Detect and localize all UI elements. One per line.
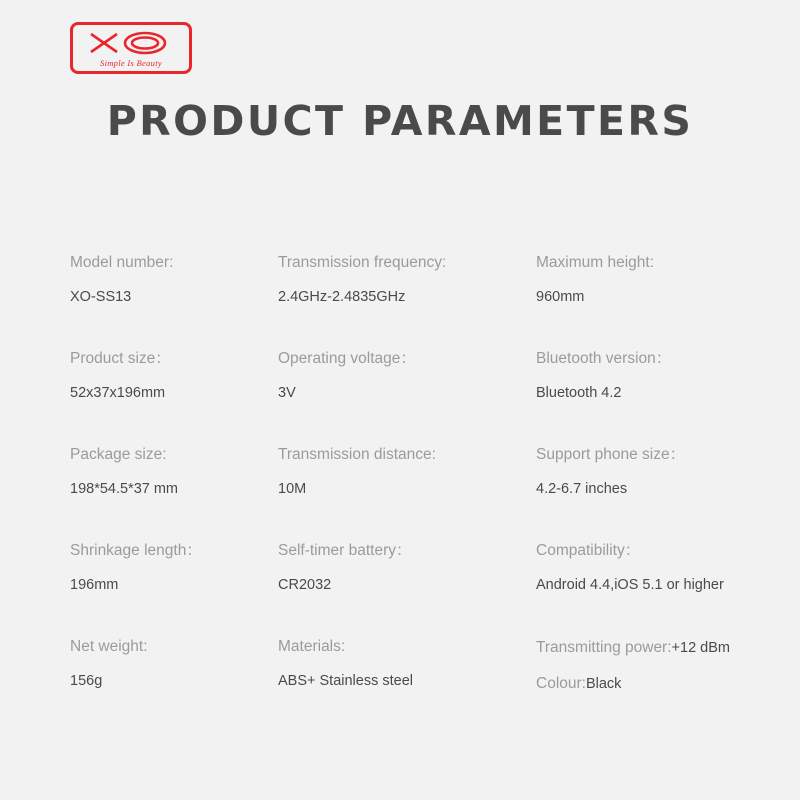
spec-value: 52x37x196mm xyxy=(70,384,166,401)
spec-value: Black xyxy=(585,676,622,692)
spec-item xyxy=(278,447,536,543)
spec-value: +12 dBm xyxy=(671,640,730,656)
spec-label: Transmission frequency: xyxy=(278,254,447,271)
spec-value: ABS+ Stainless steel xyxy=(278,672,414,689)
spec-item xyxy=(70,351,278,447)
spec-label: Self-timer battery： xyxy=(278,542,412,559)
spec-value: 198*54.5*37 mm xyxy=(70,480,179,497)
spec-label: Transmission distance: xyxy=(278,446,436,463)
spec-item xyxy=(70,447,278,543)
spec-item xyxy=(278,639,536,735)
brand-tagline: Simple Is Beauty xyxy=(100,57,162,68)
spec-label: Model number: xyxy=(70,254,174,271)
spec-label: Bluetooth version： xyxy=(536,350,672,367)
page-title: PRODUCT PARAMETERS xyxy=(106,97,694,145)
spec-item xyxy=(278,543,536,639)
spec-label: Maximum height: xyxy=(536,254,655,271)
spec-item xyxy=(278,255,536,351)
spec-label: Colour: xyxy=(536,675,586,692)
spec-value: 2.4GHz-2.4835GHz xyxy=(278,288,406,305)
spec-item xyxy=(70,639,278,735)
spec-value: XO-SS13 xyxy=(70,288,132,305)
spec-item xyxy=(536,543,760,639)
spec-label: Support phone size： xyxy=(536,446,686,463)
spec-label: Product size： xyxy=(70,350,171,367)
spec-item xyxy=(536,255,760,351)
spec-item xyxy=(70,255,278,351)
spec-label: Compatibility： xyxy=(536,542,641,559)
spec-value: Bluetooth 4.2 xyxy=(536,384,622,401)
spec-value: 3V xyxy=(278,384,296,401)
spec-value: 960mm xyxy=(536,288,585,305)
spec-label: Shrinkage length： xyxy=(70,542,202,559)
spec-item xyxy=(278,351,536,447)
colour-row xyxy=(536,675,754,693)
spec-item xyxy=(536,639,760,735)
spec-value: CR2032 xyxy=(278,576,332,593)
spec-item xyxy=(536,447,760,543)
brand-logo xyxy=(70,22,192,74)
spec-value: 10M xyxy=(278,480,307,497)
spec-label: Materials: xyxy=(278,638,346,655)
spec-label: Net weight: xyxy=(70,638,148,655)
spec-value: 196mm xyxy=(70,576,119,593)
spec-item xyxy=(536,351,760,447)
spec-value: 156g xyxy=(70,672,103,689)
transmitting-power-row xyxy=(536,639,754,657)
spec-value: 4.2-6.7 inches xyxy=(536,480,628,497)
spec-label: Transmitting power: xyxy=(536,639,672,656)
xo-logo-icon xyxy=(83,29,179,57)
spec-grid xyxy=(70,255,760,735)
spec-value: Android 4.4,iOS 5.1 or higher xyxy=(536,576,724,593)
spec-item xyxy=(70,543,278,639)
spec-label: Package size: xyxy=(70,446,167,463)
spec-label: Operating voltage： xyxy=(278,350,416,367)
